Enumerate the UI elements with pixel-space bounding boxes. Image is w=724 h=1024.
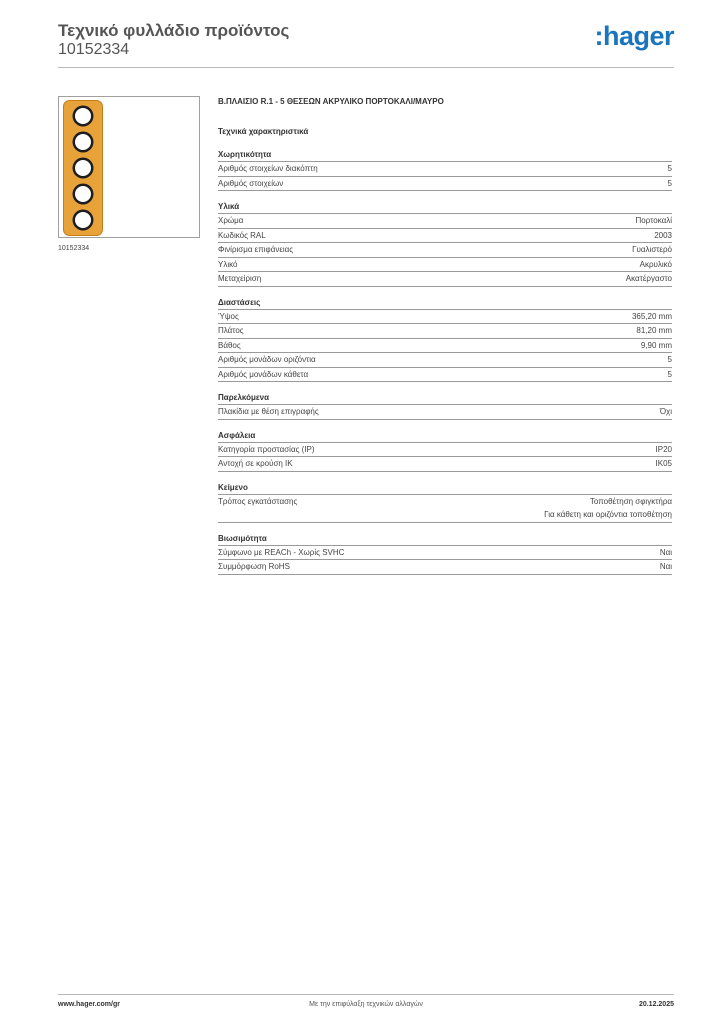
spec-label: Αριθμός στοιχείων xyxy=(218,178,284,188)
page-header xyxy=(58,20,674,59)
spec-label: Κωδικός RAL xyxy=(218,230,266,240)
spec-value: Ναι xyxy=(659,562,672,571)
spec-value: 5 xyxy=(667,369,672,379)
spec-row xyxy=(218,368,672,383)
spec-row xyxy=(218,214,672,229)
spec-row xyxy=(218,162,672,177)
section-text xyxy=(218,482,672,523)
spec-value: 5 xyxy=(667,355,672,364)
spec-row xyxy=(218,177,672,192)
spec-row xyxy=(218,560,672,575)
spec-label: Κατηγορία προστασίας (IP) xyxy=(218,444,315,454)
spec-label: Αριθμός μονάδων οριζόντια xyxy=(218,355,316,364)
spec-row xyxy=(218,495,672,523)
spec-row xyxy=(218,546,672,561)
spec-value: Ναι xyxy=(659,547,672,557)
specs-heading: Τεχνικά χαρακτηριστικά xyxy=(218,127,309,136)
spec-value: IP20 xyxy=(655,444,672,454)
page-footer xyxy=(58,994,674,1015)
product-image-frame xyxy=(58,96,200,238)
spec-value: 5 xyxy=(667,164,672,173)
spec-label: Τρόπος εγκατάστασης xyxy=(218,496,298,506)
section-title: Βιωσιμότητα xyxy=(218,533,672,546)
spec-row xyxy=(218,353,672,368)
spec-value: Γυαλιστερό xyxy=(632,245,672,254)
section-title: Χωρητικότητα xyxy=(218,149,672,162)
footer-date: 20.12.2025 xyxy=(638,1001,674,1008)
section-sustainability xyxy=(218,533,672,575)
section-title: Παρελκόμενα xyxy=(218,392,672,405)
spec-label: Πλακίδια με θέση επιγραφής xyxy=(218,407,319,416)
socket-inner-1 xyxy=(75,108,91,124)
spec-label: Σύμφωνο με REACh - Χωρίς SVHC xyxy=(218,547,345,557)
spec-row xyxy=(218,339,672,354)
document-title: Τεχνικό φυλλάδιο προϊόντος xyxy=(58,21,290,40)
spec-row xyxy=(218,457,672,472)
spec-value: IK05 xyxy=(655,459,672,468)
spec-label: Χρώμα xyxy=(218,216,244,225)
spec-row xyxy=(218,443,672,458)
spec-value: 5 xyxy=(667,178,672,188)
section-materials xyxy=(218,201,672,287)
spec-area xyxy=(218,97,672,585)
spec-label: Μεταχείριση xyxy=(218,274,262,283)
spec-value: Ακρυλικό xyxy=(639,259,672,269)
image-caption: 10152334 xyxy=(58,245,90,252)
spec-value: 2003 xyxy=(654,230,672,240)
section-title: Κείμενο xyxy=(218,482,672,495)
spec-label: Βάθος xyxy=(218,340,241,350)
spec-row xyxy=(218,324,672,339)
spec-value: Τοποθέτηση σφιγκτήρα Για κάθετη και οριζόντια τοποθέτηση xyxy=(544,496,672,519)
section-accessories xyxy=(218,392,672,420)
footer-website: www.hager.com/gr xyxy=(58,1001,120,1008)
product-name: Β.ΠΛΑΙΣΙΟ R.1 - 5 ΘΕΣΕΩΝ ΑΚΡΥΛΙΚΟ ΠΟΡΤΟΚΑΛΙ/ΜΑΥΡΟ xyxy=(218,97,444,106)
product-image xyxy=(63,100,103,236)
spec-row xyxy=(218,229,672,244)
section-dimensions xyxy=(218,297,672,383)
header-divider xyxy=(58,67,674,68)
spec-label: Αριθμός μονάδων κάθετα xyxy=(218,369,309,379)
spec-row xyxy=(218,405,672,420)
spec-label: Φινίρισμα επιφάνειας xyxy=(218,245,294,254)
spec-value: 9,90 mm xyxy=(640,340,672,350)
spec-label: Συμμόρφωση RoHS xyxy=(218,562,290,571)
spec-value: 365,20 mm xyxy=(631,311,672,321)
spec-row xyxy=(218,258,672,273)
socket-inner-2 xyxy=(75,134,91,150)
spec-label: Υλικό xyxy=(218,259,238,269)
section-safety xyxy=(218,430,672,472)
section-title: Διαστάσεις xyxy=(218,297,672,310)
socket-inner-3 xyxy=(75,160,91,176)
spec-label: Αριθμός στοιχείων διακόπτη xyxy=(218,164,318,173)
section-title: Υλικά xyxy=(218,201,672,214)
spec-row xyxy=(218,272,672,287)
spec-row xyxy=(218,243,672,258)
spec-row xyxy=(218,310,672,325)
spec-value: Πορτοκαλί xyxy=(635,216,672,225)
document-code: 10152334 xyxy=(58,41,130,58)
spec-label: Ύψος xyxy=(218,311,239,321)
spec-label: Αντοχή σε κρούση IK xyxy=(218,459,293,468)
spec-value: Όχι xyxy=(659,407,672,416)
spec-label: Πλάτος xyxy=(218,326,244,335)
section-title: Ασφάλεια xyxy=(218,430,672,443)
spec-value: 81,20 mm xyxy=(636,326,672,335)
hager-logo: :hager xyxy=(594,21,674,51)
socket-inner-4 xyxy=(75,186,91,202)
spec-value: Ακατέργαστο xyxy=(625,274,672,283)
section-capacity xyxy=(218,149,672,191)
footer-notice: Με την επιφύλαξη τεχνικών αλλαγών xyxy=(309,1001,423,1008)
socket-inner-5 xyxy=(75,212,91,228)
